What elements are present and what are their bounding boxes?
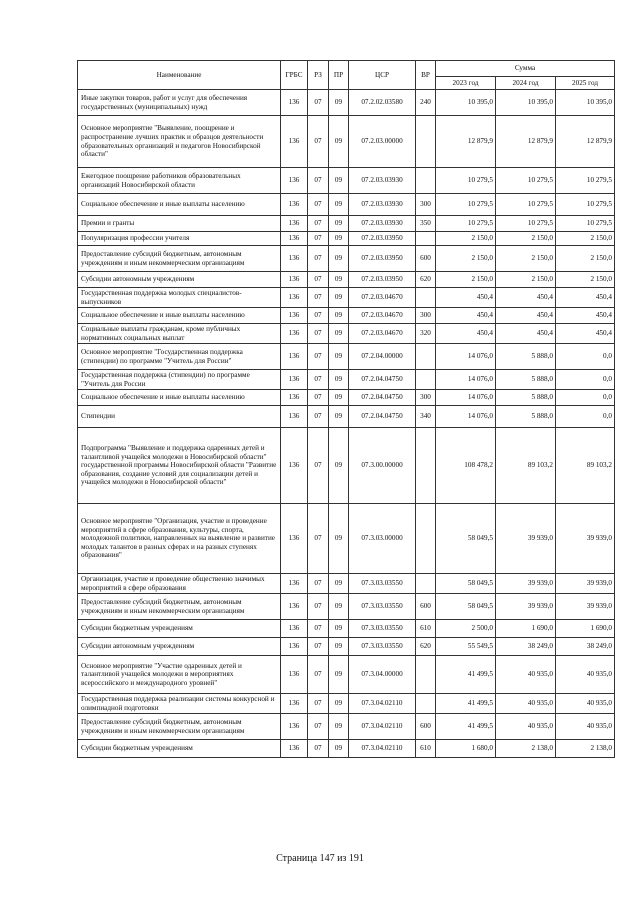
cell-2024: 2 150,0	[496, 272, 556, 288]
cell-2023: 14 076,0	[436, 390, 496, 406]
table-row	[78, 714, 615, 740]
cell-vr	[416, 428, 436, 504]
table-body	[78, 90, 615, 758]
cell-2024: 39 939,0	[496, 574, 556, 594]
cell-2023: 10 279,5	[436, 194, 496, 216]
cell-csr: 07.3.04.00000	[349, 656, 416, 694]
cell-pr: 09	[329, 694, 349, 714]
cell-vr: 620	[416, 272, 436, 288]
table-row	[78, 504, 615, 574]
cell-2025: 0,0	[556, 390, 615, 406]
cell-csr: 07.2.04.04750	[349, 406, 416, 428]
cell-rz: 07	[308, 168, 329, 194]
header-grbs: ГРБС	[281, 61, 308, 90]
cell-grbs: 136	[281, 168, 308, 194]
cell-2025: 2 150,0	[556, 246, 615, 272]
cell-2023: 10 279,5	[436, 168, 496, 194]
cell-2025: 10 395,0	[556, 90, 615, 116]
cell-2025: 38 249,0	[556, 638, 615, 656]
header-name: Наименование	[78, 61, 281, 90]
cell-rz: 07	[308, 308, 329, 324]
cell-grbs: 136	[281, 370, 308, 390]
cell-csr: 07.2.03.04670	[349, 324, 416, 344]
cell-csr: 07.2.03.00000	[349, 116, 416, 168]
cell-2023: 10 395,0	[436, 90, 496, 116]
table-row	[78, 168, 615, 194]
budget-table	[77, 60, 615, 758]
cell-name: Премии и гранты	[78, 216, 281, 232]
cell-2023: 1 680,0	[436, 740, 496, 758]
cell-csr: 07.3.04.02110	[349, 714, 416, 740]
cell-name: Социальное обеспечение и иные выплаты населению	[78, 390, 281, 406]
cell-pr: 09	[329, 116, 349, 168]
cell-grbs: 136	[281, 324, 308, 344]
cell-2024: 10 279,5	[496, 216, 556, 232]
cell-pr: 09	[329, 656, 349, 694]
cell-grbs: 136	[281, 656, 308, 694]
cell-csr: 07.2.03.03950	[349, 272, 416, 288]
cell-name: Субсидии автономным учреждениям	[78, 638, 281, 656]
cell-2024: 40 935,0	[496, 694, 556, 714]
cell-rz: 07	[308, 594, 329, 620]
cell-rz: 07	[308, 638, 329, 656]
cell-2023: 55 549,5	[436, 638, 496, 656]
cell-grbs: 136	[281, 504, 308, 574]
cell-name: Субсидии автономным учреждениям	[78, 272, 281, 288]
cell-name: Предоставление субсидий бюджетным, автономным учреждениям и иным некоммерческим организациям	[78, 246, 281, 272]
cell-2024: 450,4	[496, 324, 556, 344]
cell-2024: 89 103,2	[496, 428, 556, 504]
cell-2025: 2 150,0	[556, 232, 615, 246]
cell-2023: 41 499,5	[436, 714, 496, 740]
cell-vr: 320	[416, 324, 436, 344]
cell-2024: 1 690,0	[496, 620, 556, 638]
cell-2024: 2 150,0	[496, 232, 556, 246]
cell-rz: 07	[308, 656, 329, 694]
header-sum: Сумма	[436, 61, 615, 77]
cell-csr: 07.2.03.04670	[349, 308, 416, 324]
cell-vr	[416, 694, 436, 714]
cell-grbs: 136	[281, 694, 308, 714]
cell-vr: 600	[416, 714, 436, 740]
cell-pr: 09	[329, 714, 349, 740]
table-row	[78, 620, 615, 638]
cell-2023: 450,4	[436, 308, 496, 324]
cell-csr: 07.2.04.00000	[349, 344, 416, 370]
cell-grbs: 136	[281, 714, 308, 740]
cell-2024: 39 939,0	[496, 594, 556, 620]
cell-name: Предоставление субсидий бюджетным, автономным учреждениям и иным некоммерческим организациям	[78, 594, 281, 620]
cell-2025: 450,4	[556, 308, 615, 324]
table-row	[78, 428, 615, 504]
cell-csr: 07.3.04.02110	[349, 694, 416, 714]
cell-2023: 14 076,0	[436, 406, 496, 428]
cell-2025: 12 879,9	[556, 116, 615, 168]
cell-2023: 14 076,0	[436, 344, 496, 370]
page-number: Страница 147 из 191	[276, 853, 364, 864]
cell-2025: 450,4	[556, 324, 615, 344]
cell-vr: 620	[416, 638, 436, 656]
cell-2023: 10 279,5	[436, 216, 496, 232]
cell-2024: 2 150,0	[496, 246, 556, 272]
cell-csr: 07.2.03.04670	[349, 288, 416, 308]
cell-2024: 40 935,0	[496, 714, 556, 740]
cell-csr: 07.2.03.03930	[349, 216, 416, 232]
cell-2024: 5 888,0	[496, 390, 556, 406]
cell-2024: 450,4	[496, 288, 556, 308]
cell-csr: 07.3.03.03550	[349, 594, 416, 620]
cell-name: Основное мероприятие "Выявление, поощрение и распространение лучших практик и образцов деятельности образовательных организаций и педагогов Новосибирской области"	[78, 116, 281, 168]
table-row	[78, 194, 615, 216]
cell-csr: 07.3.04.02110	[349, 740, 416, 758]
table-row	[78, 232, 615, 246]
cell-pr: 09	[329, 194, 349, 216]
table-row	[78, 638, 615, 656]
cell-pr: 09	[329, 504, 349, 574]
cell-2023: 450,4	[436, 288, 496, 308]
cell-pr: 09	[329, 308, 349, 324]
cell-vr	[416, 168, 436, 194]
cell-name: Субсидии бюджетным учреждениям	[78, 620, 281, 638]
cell-csr: 07.2.03.03930	[349, 194, 416, 216]
cell-rz: 07	[308, 620, 329, 638]
cell-name: Организация, участие и проведение общественно значимых мероприятий в сфере образования	[78, 574, 281, 594]
cell-2024: 450,4	[496, 308, 556, 324]
cell-grbs: 136	[281, 740, 308, 758]
cell-vr	[416, 656, 436, 694]
cell-2023: 14 076,0	[436, 370, 496, 390]
table-row	[78, 574, 615, 594]
cell-csr: 07.2.03.03950	[349, 232, 416, 246]
cell-grbs: 136	[281, 620, 308, 638]
cell-pr: 09	[329, 428, 349, 504]
cell-pr: 09	[329, 90, 349, 116]
cell-rz: 07	[308, 694, 329, 714]
table-row	[78, 246, 615, 272]
cell-pr: 09	[329, 246, 349, 272]
cell-2025: 40 935,0	[556, 656, 615, 694]
cell-rz: 07	[308, 406, 329, 428]
cell-pr: 09	[329, 168, 349, 194]
cell-name: Предоставление субсидий бюджетным, автономным учреждениям и иным некоммерческим организациям	[78, 714, 281, 740]
cell-rz: 07	[308, 194, 329, 216]
cell-2025: 0,0	[556, 370, 615, 390]
cell-pr: 09	[329, 594, 349, 620]
cell-2024: 40 935,0	[496, 656, 556, 694]
cell-2023: 58 049,5	[436, 594, 496, 620]
cell-name: Иные закупки товаров, работ и услуг для обеспечения государственных (муниципальных) нужд	[78, 90, 281, 116]
cell-2023: 450,4	[436, 324, 496, 344]
cell-pr: 09	[329, 638, 349, 656]
cell-name: Стипендии	[78, 406, 281, 428]
cell-grbs: 136	[281, 390, 308, 406]
cell-pr: 09	[329, 272, 349, 288]
cell-name: Основное мероприятие "Участие одаренных детей и талантливой учащейся молодежи в мероприятиях всероссийского и международного уровней"	[78, 656, 281, 694]
table-row	[78, 344, 615, 370]
cell-2025: 89 103,2	[556, 428, 615, 504]
cell-2024: 10 279,5	[496, 168, 556, 194]
cell-vr: 350	[416, 216, 436, 232]
cell-2025: 39 939,0	[556, 574, 615, 594]
cell-2025: 0,0	[556, 344, 615, 370]
table-row	[78, 308, 615, 324]
cell-pr: 09	[329, 574, 349, 594]
cell-2023: 108 478,2	[436, 428, 496, 504]
cell-rz: 07	[308, 504, 329, 574]
cell-2025: 10 279,5	[556, 194, 615, 216]
cell-2025: 1 690,0	[556, 620, 615, 638]
cell-2023: 58 049,5	[436, 504, 496, 574]
cell-2025: 10 279,5	[556, 216, 615, 232]
cell-name: Основное мероприятие "Государственная поддержка (стипендии) по программе "Учитель для России"	[78, 344, 281, 370]
table-row	[78, 594, 615, 620]
budget-table-container	[77, 60, 615, 758]
cell-csr: 07.2.03.03950	[349, 246, 416, 272]
cell-vr: 300	[416, 194, 436, 216]
table-row	[78, 694, 615, 714]
cell-csr: 07.2.02.03580	[349, 90, 416, 116]
cell-2024: 12 879,9	[496, 116, 556, 168]
cell-vr: 600	[416, 594, 436, 620]
cell-2025: 40 935,0	[556, 694, 615, 714]
header-rz: РЗ	[308, 61, 329, 90]
cell-2024: 39 939,0	[496, 504, 556, 574]
cell-2025: 2 150,0	[556, 272, 615, 288]
table-row	[78, 116, 615, 168]
cell-csr: 07.2.04.04750	[349, 370, 416, 390]
cell-name: Основное мероприятие "Организация, участие и проведение мероприятий в сфере образования, культуры, спорта, молодежной политики, направленных на выявление и развитие молодых талантов в разных сферах и на разных ступенях образования"	[78, 504, 281, 574]
cell-vr	[416, 116, 436, 168]
cell-pr: 09	[329, 406, 349, 428]
cell-vr: 240	[416, 90, 436, 116]
cell-grbs: 136	[281, 194, 308, 216]
cell-name: Социальное обеспечение и иные выплаты населению	[78, 194, 281, 216]
cell-2025: 39 939,0	[556, 594, 615, 620]
cell-2023: 12 879,9	[436, 116, 496, 168]
cell-grbs: 136	[281, 638, 308, 656]
cell-pr: 09	[329, 216, 349, 232]
cell-csr: 07.3.03.03550	[349, 620, 416, 638]
cell-rz: 07	[308, 344, 329, 370]
cell-csr: 07.3.03.03550	[349, 638, 416, 656]
table-row	[78, 370, 615, 390]
header-vr: ВР	[416, 61, 436, 90]
cell-2025: 10 279,5	[556, 168, 615, 194]
cell-name: Популяризация профессии учителя	[78, 232, 281, 246]
cell-pr: 09	[329, 344, 349, 370]
cell-vr	[416, 574, 436, 594]
cell-2025: 2 138,0	[556, 740, 615, 758]
cell-pr: 09	[329, 620, 349, 638]
cell-rz: 07	[308, 232, 329, 246]
cell-pr: 09	[329, 740, 349, 758]
cell-vr: 340	[416, 406, 436, 428]
header-pr: ПР	[329, 61, 349, 90]
cell-rz: 07	[308, 246, 329, 272]
cell-name: Государственная поддержка молодых специалистов-выпускников	[78, 288, 281, 308]
cell-2024: 10 395,0	[496, 90, 556, 116]
cell-rz: 07	[308, 116, 329, 168]
cell-2024: 2 138,0	[496, 740, 556, 758]
cell-grbs: 136	[281, 272, 308, 288]
cell-grbs: 136	[281, 288, 308, 308]
cell-name: Государственная поддержка (стипендии) по программе "Учитель для России	[78, 370, 281, 390]
cell-vr	[416, 370, 436, 390]
cell-2025: 0,0	[556, 406, 615, 428]
cell-pr: 09	[329, 324, 349, 344]
cell-vr: 600	[416, 246, 436, 272]
cell-grbs: 136	[281, 90, 308, 116]
cell-grbs: 136	[281, 344, 308, 370]
cell-grbs: 136	[281, 574, 308, 594]
cell-2024: 5 888,0	[496, 370, 556, 390]
cell-vr	[416, 288, 436, 308]
cell-name: Субсидии бюджетным учреждениям	[78, 740, 281, 758]
cell-name: Ежегодное поощрение работников образовательных организаций Новосибирской области	[78, 168, 281, 194]
cell-pr: 09	[329, 288, 349, 308]
cell-rz: 07	[308, 740, 329, 758]
cell-csr: 07.3.03.00000	[349, 504, 416, 574]
cell-2024: 10 279,5	[496, 194, 556, 216]
cell-csr: 07.3.03.03550	[349, 574, 416, 594]
cell-rz: 07	[308, 272, 329, 288]
table-row	[78, 406, 615, 428]
cell-2024: 5 888,0	[496, 344, 556, 370]
cell-pr: 09	[329, 232, 349, 246]
cell-vr	[416, 232, 436, 246]
cell-vr: 610	[416, 620, 436, 638]
table-row	[78, 656, 615, 694]
cell-2023: 41 499,5	[436, 694, 496, 714]
cell-pr: 09	[329, 390, 349, 406]
cell-vr	[416, 504, 436, 574]
cell-pr: 09	[329, 370, 349, 390]
cell-grbs: 136	[281, 216, 308, 232]
cell-vr: 610	[416, 740, 436, 758]
cell-csr: 07.2.03.03930	[349, 168, 416, 194]
table-row	[78, 272, 615, 288]
cell-csr: 07.3.00.00000	[349, 428, 416, 504]
table-row	[78, 390, 615, 406]
cell-rz: 07	[308, 90, 329, 116]
cell-2023: 58 049,5	[436, 574, 496, 594]
header-csr: ЦСР	[349, 61, 416, 90]
cell-name: Государственная поддержка реализации системы конкурсной и олимпиадной подготовки	[78, 694, 281, 714]
cell-2023: 2 500,0	[436, 620, 496, 638]
cell-vr	[416, 344, 436, 370]
cell-grbs: 136	[281, 232, 308, 246]
cell-rz: 07	[308, 390, 329, 406]
table-row	[78, 288, 615, 308]
cell-rz: 07	[308, 288, 329, 308]
cell-grbs: 136	[281, 594, 308, 620]
cell-name: Социальные выплаты гражданам, кроме публичных нормативных социальных выплат	[78, 324, 281, 344]
cell-2025: 450,4	[556, 288, 615, 308]
cell-grbs: 136	[281, 116, 308, 168]
cell-2023: 2 150,0	[436, 246, 496, 272]
header-year-2023: 2023 год	[436, 77, 496, 90]
cell-2023: 2 150,0	[436, 272, 496, 288]
cell-name: Социальное обеспечение и иные выплаты населению	[78, 308, 281, 324]
cell-rz: 07	[308, 428, 329, 504]
cell-grbs: 136	[281, 308, 308, 324]
table-row	[78, 216, 615, 232]
cell-rz: 07	[308, 714, 329, 740]
table-row	[78, 740, 615, 758]
cell-rz: 07	[308, 574, 329, 594]
table-row	[78, 324, 615, 344]
cell-rz: 07	[308, 370, 329, 390]
cell-grbs: 136	[281, 246, 308, 272]
cell-grbs: 136	[281, 406, 308, 428]
cell-2025: 39 939,0	[556, 504, 615, 574]
cell-2025: 40 935,0	[556, 714, 615, 740]
table-row	[78, 90, 615, 116]
cell-rz: 07	[308, 324, 329, 344]
cell-rz: 07	[308, 216, 329, 232]
cell-grbs: 136	[281, 428, 308, 504]
cell-vr: 300	[416, 390, 436, 406]
header-year-2024: 2024 год	[496, 77, 556, 90]
header-year-2025: 2025 год	[556, 77, 615, 90]
cell-csr: 07.2.04.04750	[349, 390, 416, 406]
cell-2024: 38 249,0	[496, 638, 556, 656]
cell-name: Подпрограмма "Выявление и поддержка одаренных детей и талантливой учащейся молодежи в Новосибирской области" государственной программы Новосибирской области "Развитие образования, создание условий для социализации детей и учащейся молодежи в Новосибирской области"	[78, 428, 281, 504]
cell-2023: 41 499,5	[436, 656, 496, 694]
cell-2023: 2 150,0	[436, 232, 496, 246]
cell-vr: 300	[416, 308, 436, 324]
cell-2024: 5 888,0	[496, 406, 556, 428]
